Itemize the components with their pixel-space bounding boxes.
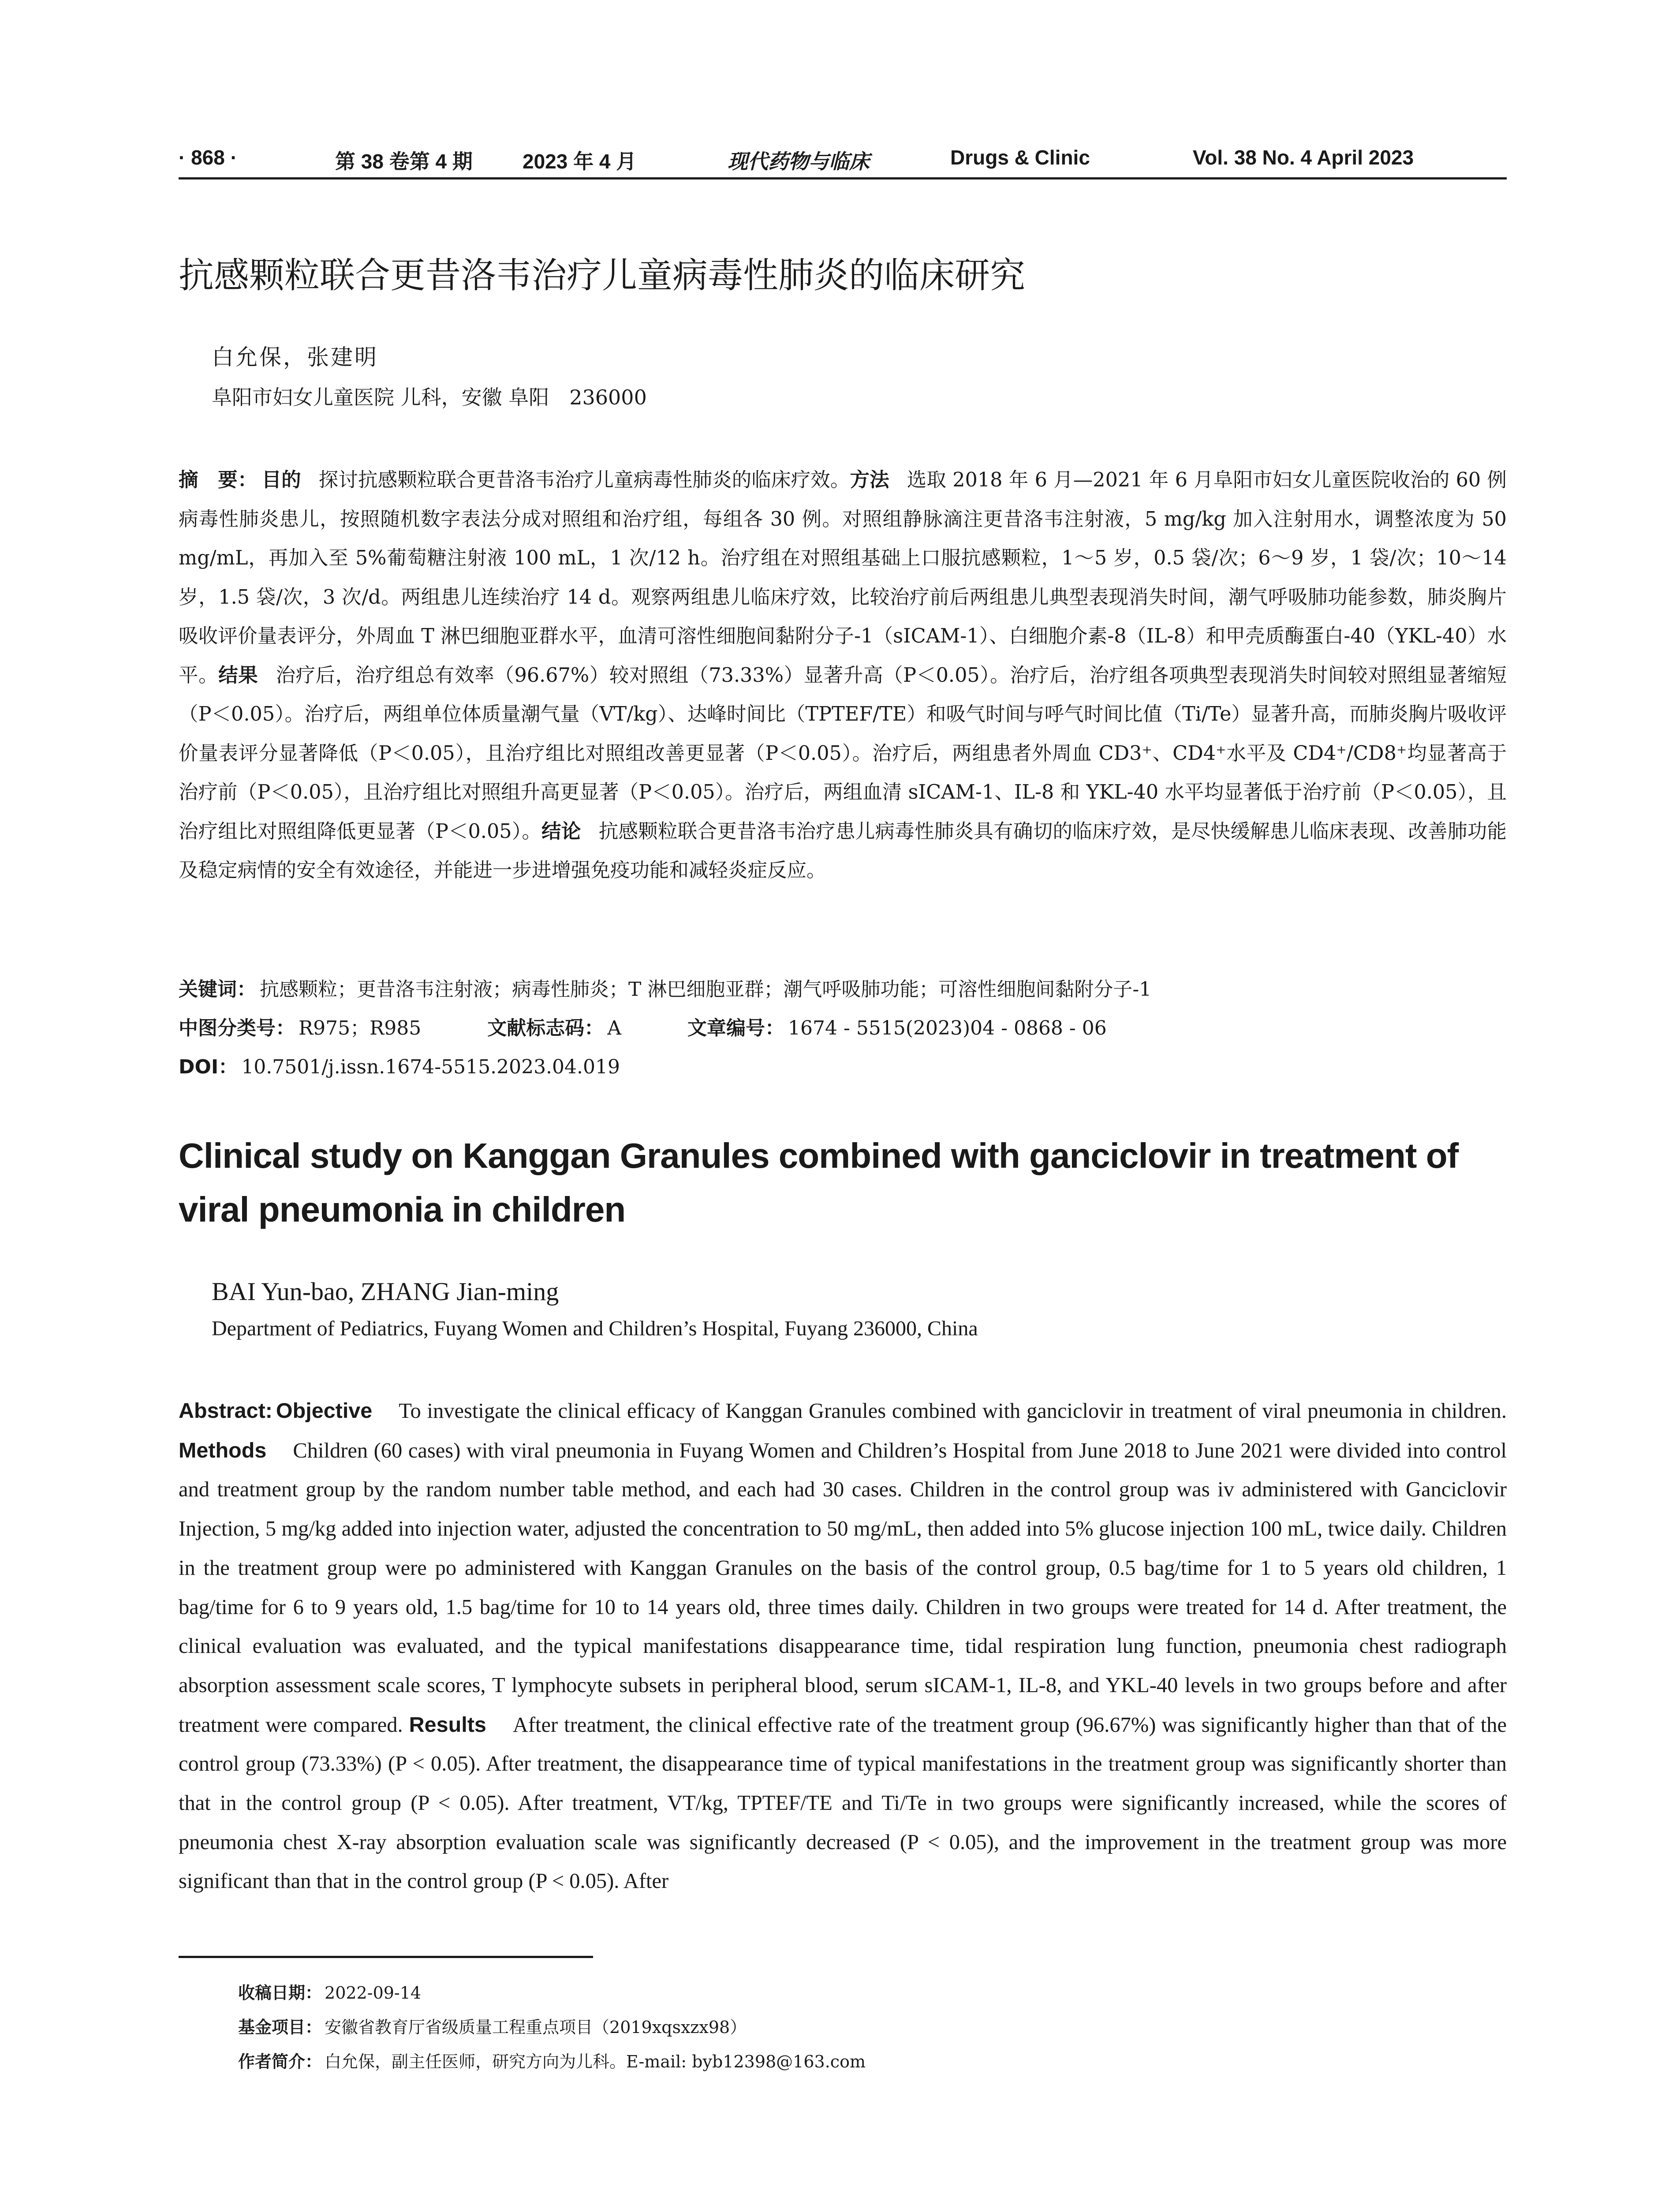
objective-label-cn: 目的 [261,469,301,491]
doi-label: DOI： [179,1056,238,1078]
results-text-cn: 治疗后，治疗组总有效率（96.67%）较对照组（73.33%）显著升高（P＜0.05）。治疗后，治疗组各项典型表现消失时间较对照组显著缩短（P＜0.05）。治疗后，两组单位体质量潮气量（VT/kg）、达峰时间比（TPTEF/TE）和吸气时间与呼气时间比值（Ti/Te）显著升高，而肺炎胸片吸收评价量表评分显著降低（P＜0.05），且治疗组比对照组改善更显著（P＜0.05）。治疗后，两组患者外周血 CD3⁺、CD4⁺水平及 CD4⁺/CD8⁺均显著高于治疗前（P＜0.05），且治疗组比对照组升高更显著（P＜0.05）。治疗后，两组血清 sICAM-1、IL-8 和 YKL-40 水平均显著低于治疗前（P＜0.05），且治疗组比对照组降低更显著（P＜0.05）。 [179,664,1507,843]
objective-text-cn: 探讨抗感颗粒联合更昔洛韦治疗儿童病毒性肺炎的临床疗效。 [318,469,850,491]
doi-line [179,1048,1507,1087]
objective-label-en: Objective [276,1399,373,1423]
clc-text: R975；R985 [299,1017,422,1039]
keywords-line [179,970,1507,1009]
conclusion-label-cn: 结论 [541,820,581,843]
abstract-cn-label: 摘 要： [179,469,258,491]
keywords-text: 抗感颗粒；更昔洛韦注射液；病毒性肺炎；T 淋巴细胞亚群；潮气呼吸肺功能；可溶性细胞间黏附分子-1 [260,978,1152,1001]
footnote-funding [238,2010,866,2044]
results-label-cn: 结果 [218,664,258,687]
journal-name-en: Drugs & Clinic [950,146,1090,169]
doc-code-text: A [607,1017,622,1039]
issue-date-cn: 2023 年 4 月 [523,150,637,173]
authors-cn: 白允保，张建明 [212,344,378,370]
footnote-label: 基金项目： [238,2018,322,2037]
article-no-label: 文章编号： [687,1017,785,1039]
running-header [179,138,1507,179]
results-label-en: Results [409,1712,486,1737]
article-title-cn: 抗感颗粒联合更昔洛韦治疗儿童病毒性肺炎的临床研究 [179,255,1025,296]
journal-name-cn: 现代药物与临床 [728,149,870,173]
volume-issue-en: Vol. 38 No. 4 April 2023 [1193,146,1414,169]
volume-issue-cn: 第 38 卷第 4 期 [335,150,473,173]
footnote-text: 安徽省教育厅省级质量工程重点项目（2019xqsxzx98） [325,2018,747,2037]
footnote-received [238,1976,866,2010]
footnote-text: 2022-09-14 [325,1983,422,2003]
conclusion-text-cn: 抗感颗粒联合更昔洛韦治疗患儿病毒性肺炎具有确切的临床疗效，是尽快缓解患儿临床表现、改善肺功能及稳定病情的安全有效途径，并能进一步进增强免疫功能和减轻炎症反应。 [179,820,1507,882]
methods-text-en: Children (60 cases) with viral pneumonia in Fuyang Women and Children’s Hospital from June 2018 to June 2021 were divided into control and treatment group by the random number table method, and each had 30 cases. Children in the control group was iv administered with Ganciclovir Injection, 5 mg/kg added into injection water, adjusted the concentration to 50 mg/mL, then added into 5% glucose injection 100 mL, twice daily. Children in the treatment group were po administered with Kanggan Granules on the basis of the control group, 0.5 bag/time for 1 to 5 years old children, 1 bag/time for 6 to 9 years old, 1.5 bag/time for 10 to 14 years old, three times daily. Children in two groups were treated for 14 d. After treatment, the clinical evaluation was evaluated, and the typical manifestations disappearance time, tidal respiration lung function, pneumonia chest radiograph absorption assessment scale scores, T lymphocyte subsets in peripheral blood, serum sICAM-1, IL-8, and YKL-40 levels in two groups before and after treatment were compared. [179,1439,1507,1737]
page-number: · 868 · [179,146,237,169]
article-title-en: Clinical study on Kanggan Granules combined with ganciclovir in treatment of viral pneumonia in children [179,1136,1459,1229]
classification-line [179,1009,1507,1048]
results-text-en: After treatment, the clinical effective rate of the treatment group (96.67%) was significantly higher than that of the control group (73.33%) (P < 0.05). After treatment, the disappearance time of typical manifestations in the treatment group was significantly shorter than that in the control group (P < 0.05). After treatment, VT/kg, TPTEF/TE and Ti/Te in two groups were significantly increased, while the scores of pneumonia chest X-ray absorption evaluation scale was significantly decreased (P < 0.05), and the improvement in the treatment group was more significant than that in the control group (P < 0.05). After [179,1713,1507,1893]
affiliation-en: Department of Pediatrics, Fuyang Women and Children’s Hospital, Fuyang 236000, China [212,1317,978,1340]
abstract-cn [179,461,1507,890]
methods-label-en: Methods [179,1438,267,1462]
methods-text-cn: 选取 2018 年 6 月—2021 年 6 月阜阳市妇女儿童医院收治的 60 例病毒性肺炎患儿，按照随机数字表法分成对照组和治疗组，每组各 30 例。对照组静脉滴注更昔洛韦注射液，5 mg/kg 加入注射用水，调整浓度为 50 mg/mL，再加入至 5%葡萄糖注射液 100 mL，1 次/12 h。治疗组在对照组基础上口服抗感颗粒，1～5 岁，0.5 袋/次；6～9 岁，1 袋/次；10～14 岁，1.5 袋/次，3 次/d。两组患儿连续治疗 14 d。观察两组患儿临床疗效，比较治疗前后两组患儿典型表现消失时间，潮气呼吸肺功能参数，肺炎胸片吸收评价量表评分，外周血 T 淋巴细胞亚群水平，血清可溶性细胞间黏附分子-1（sICAM-1）、白细胞介素-8（IL-8）和甲壳质酶蛋白-40（YKL-40）水平。 [179,469,1507,687]
article-no-text: 1674 - 5515(2023)04 - 0868 - 06 [788,1017,1107,1039]
footnote-text: 白允保，副主任医师，研究方向为儿科。E-mail: byb12398@163.com [325,2052,866,2071]
doc-code-label: 文献标志码： [487,1017,604,1039]
footnote-divider [179,1956,593,1958]
affiliation-cn: 阜阳市妇女儿童医院 儿科，安徽 阜阳 236000 [212,385,647,409]
methods-label-cn: 方法 [850,469,889,491]
keywords-label: 关键词： [179,978,256,1001]
footnote-label: 作者简介： [238,2052,322,2071]
article-metadata [179,970,1507,1087]
doi-text: 10.7501/j.issn.1674-5515.2023.04.019 [241,1056,620,1078]
objective-text-en: To investigate the clinical efficacy of Kanggan Granules combined with ganciclovir in treatment of viral pneumonia in children. [399,1399,1507,1423]
abstract-en [179,1391,1507,1901]
footnote-label: 收稿日期： [238,1983,322,2003]
footnote-author-bio [238,2044,866,2079]
authors-en: BAI Yun-bao, ZHANG Jian-ming [212,1277,559,1306]
footnotes [238,1976,866,2079]
clc-label: 中图分类号： [179,1017,295,1039]
abstract-en-label: Abstract: [179,1399,273,1423]
